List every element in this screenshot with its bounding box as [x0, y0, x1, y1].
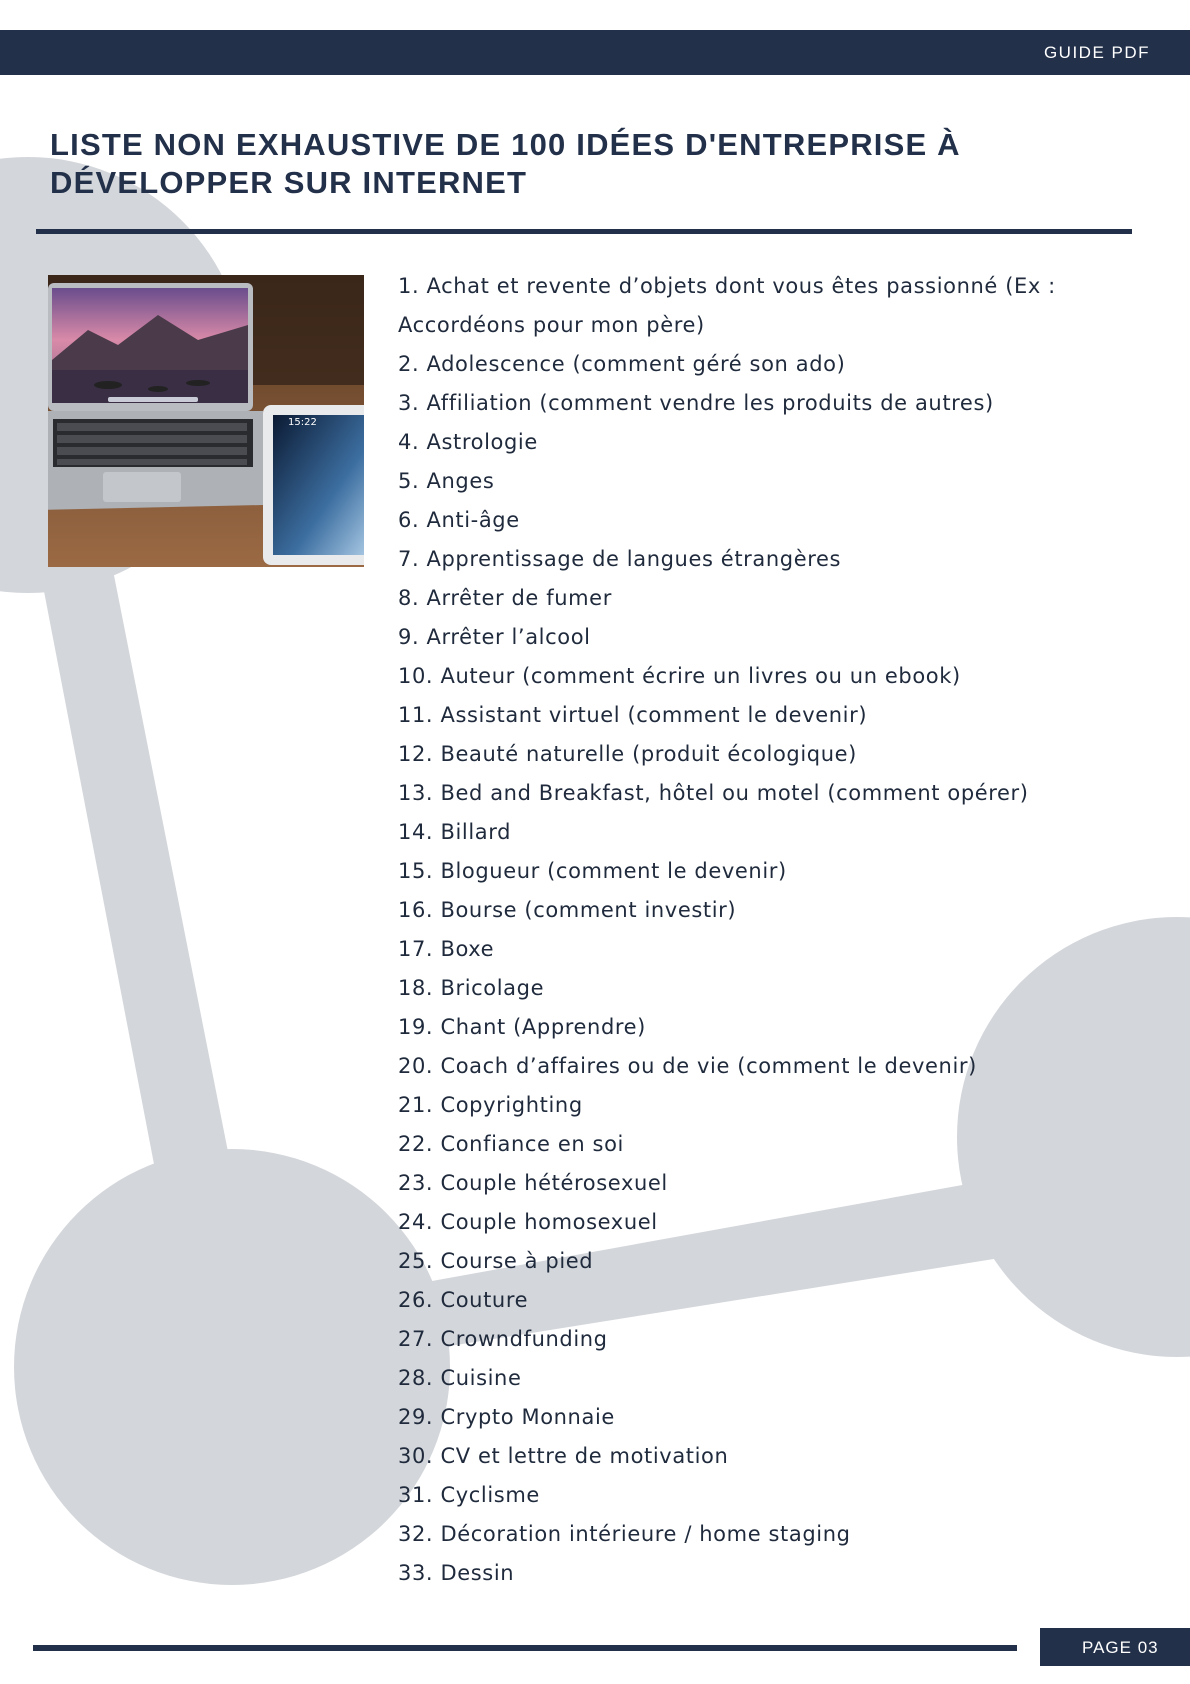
- idea-list-item: 16. Bourse (comment investir): [398, 898, 737, 922]
- idea-list-item: 23. Couple hétérosexuel: [398, 1171, 668, 1195]
- page-title-line-2: DÉVELOPPER SUR INTERNET: [50, 165, 528, 200]
- idea-list-item: 29. Crypto Monnaie: [398, 1405, 615, 1429]
- idea-list-item: 27. Crowndfunding: [398, 1327, 608, 1351]
- idea-list-item: 33. Dessin: [398, 1561, 515, 1585]
- idea-list-item: 30. CV et lettre de motivation: [398, 1444, 729, 1468]
- idea-list-item: 5. Anges: [398, 469, 495, 493]
- idea-list-item: 25. Course à pied: [398, 1249, 594, 1273]
- idea-list-item: 28. Cuisine: [398, 1366, 522, 1390]
- idea-list-item: 9. Arrêter l’alcool: [398, 625, 591, 649]
- idea-list: [398, 267, 1178, 1593]
- decor-connector-vertical: [38, 545, 232, 1185]
- idea-list-item: 24. Couple homosexuel: [398, 1210, 658, 1234]
- title-divider: [36, 229, 1132, 234]
- idea-list-item: 26. Couture: [398, 1288, 529, 1312]
- idea-list-item: 12. Beauté naturelle (produit écologique): [398, 742, 857, 766]
- idea-list-item: 17. Boxe: [398, 937, 495, 961]
- idea-list-item: 3. Affiliation (comment vendre les produits de autres): [398, 391, 994, 415]
- header-bar: [0, 30, 1190, 75]
- idea-list-item: 14. Billard: [398, 820, 512, 844]
- idea-list-item: 6. Anti-âge: [398, 508, 520, 532]
- idea-list-item: 4. Astrologie: [398, 430, 538, 454]
- idea-list-item: 22. Confiance en soi: [398, 1132, 624, 1156]
- idea-list-item: 20. Coach d’affaires ou de vie (comment le devenir): [398, 1054, 977, 1078]
- idea-list-item: 10. Auteur (comment écrire un livres ou un ebook): [398, 664, 961, 688]
- page-title-line-1: LISTE NON EXHAUSTIVE DE 100 IDÉES D'ENTREPRISE À: [50, 127, 961, 162]
- idea-list-item: 32. Décoration intérieure / home staging: [398, 1522, 851, 1546]
- idea-list-item: 2. Adolescence (comment géré son ado): [398, 352, 846, 376]
- page-title: [50, 126, 1110, 202]
- laptop-tablet-photo: [48, 275, 364, 567]
- idea-list-item: 19. Chant (Apprendre): [398, 1015, 646, 1039]
- laptop-photo-illustration: [48, 275, 364, 567]
- idea-list-item: 15. Blogueur (comment le devenir): [398, 859, 787, 883]
- idea-list-item: 18. Bricolage: [398, 976, 545, 1000]
- page-number-badge: [1040, 1628, 1190, 1666]
- idea-list-item: 8. Arrêter de fumer: [398, 586, 612, 610]
- idea-list-item: 13. Bed and Breakfast, hôtel ou motel (comment opérer): [398, 781, 1029, 805]
- header-label: GUIDE PDF: [1043, 43, 1150, 62]
- page-number-label: PAGE 03: [1082, 1638, 1159, 1657]
- idea-list-item: 11. Assistant virtuel (comment le devenir): [398, 703, 868, 727]
- footer-divider: [33, 1645, 1017, 1651]
- idea-list-item: 21. Copyrighting: [398, 1093, 583, 1117]
- idea-list-item: 7. Apprentissage de langues étrangères: [398, 547, 842, 571]
- idea-list-item: 31. Cyclisme: [398, 1483, 540, 1507]
- tablet-clock: 15:22: [288, 417, 317, 428]
- decor-circle-bottom-left: [14, 1149, 450, 1585]
- idea-list-item: 1. Achat et revente d’objets dont vous êtes passionné (Ex : Accordéons pour mon père): [398, 274, 1056, 337]
